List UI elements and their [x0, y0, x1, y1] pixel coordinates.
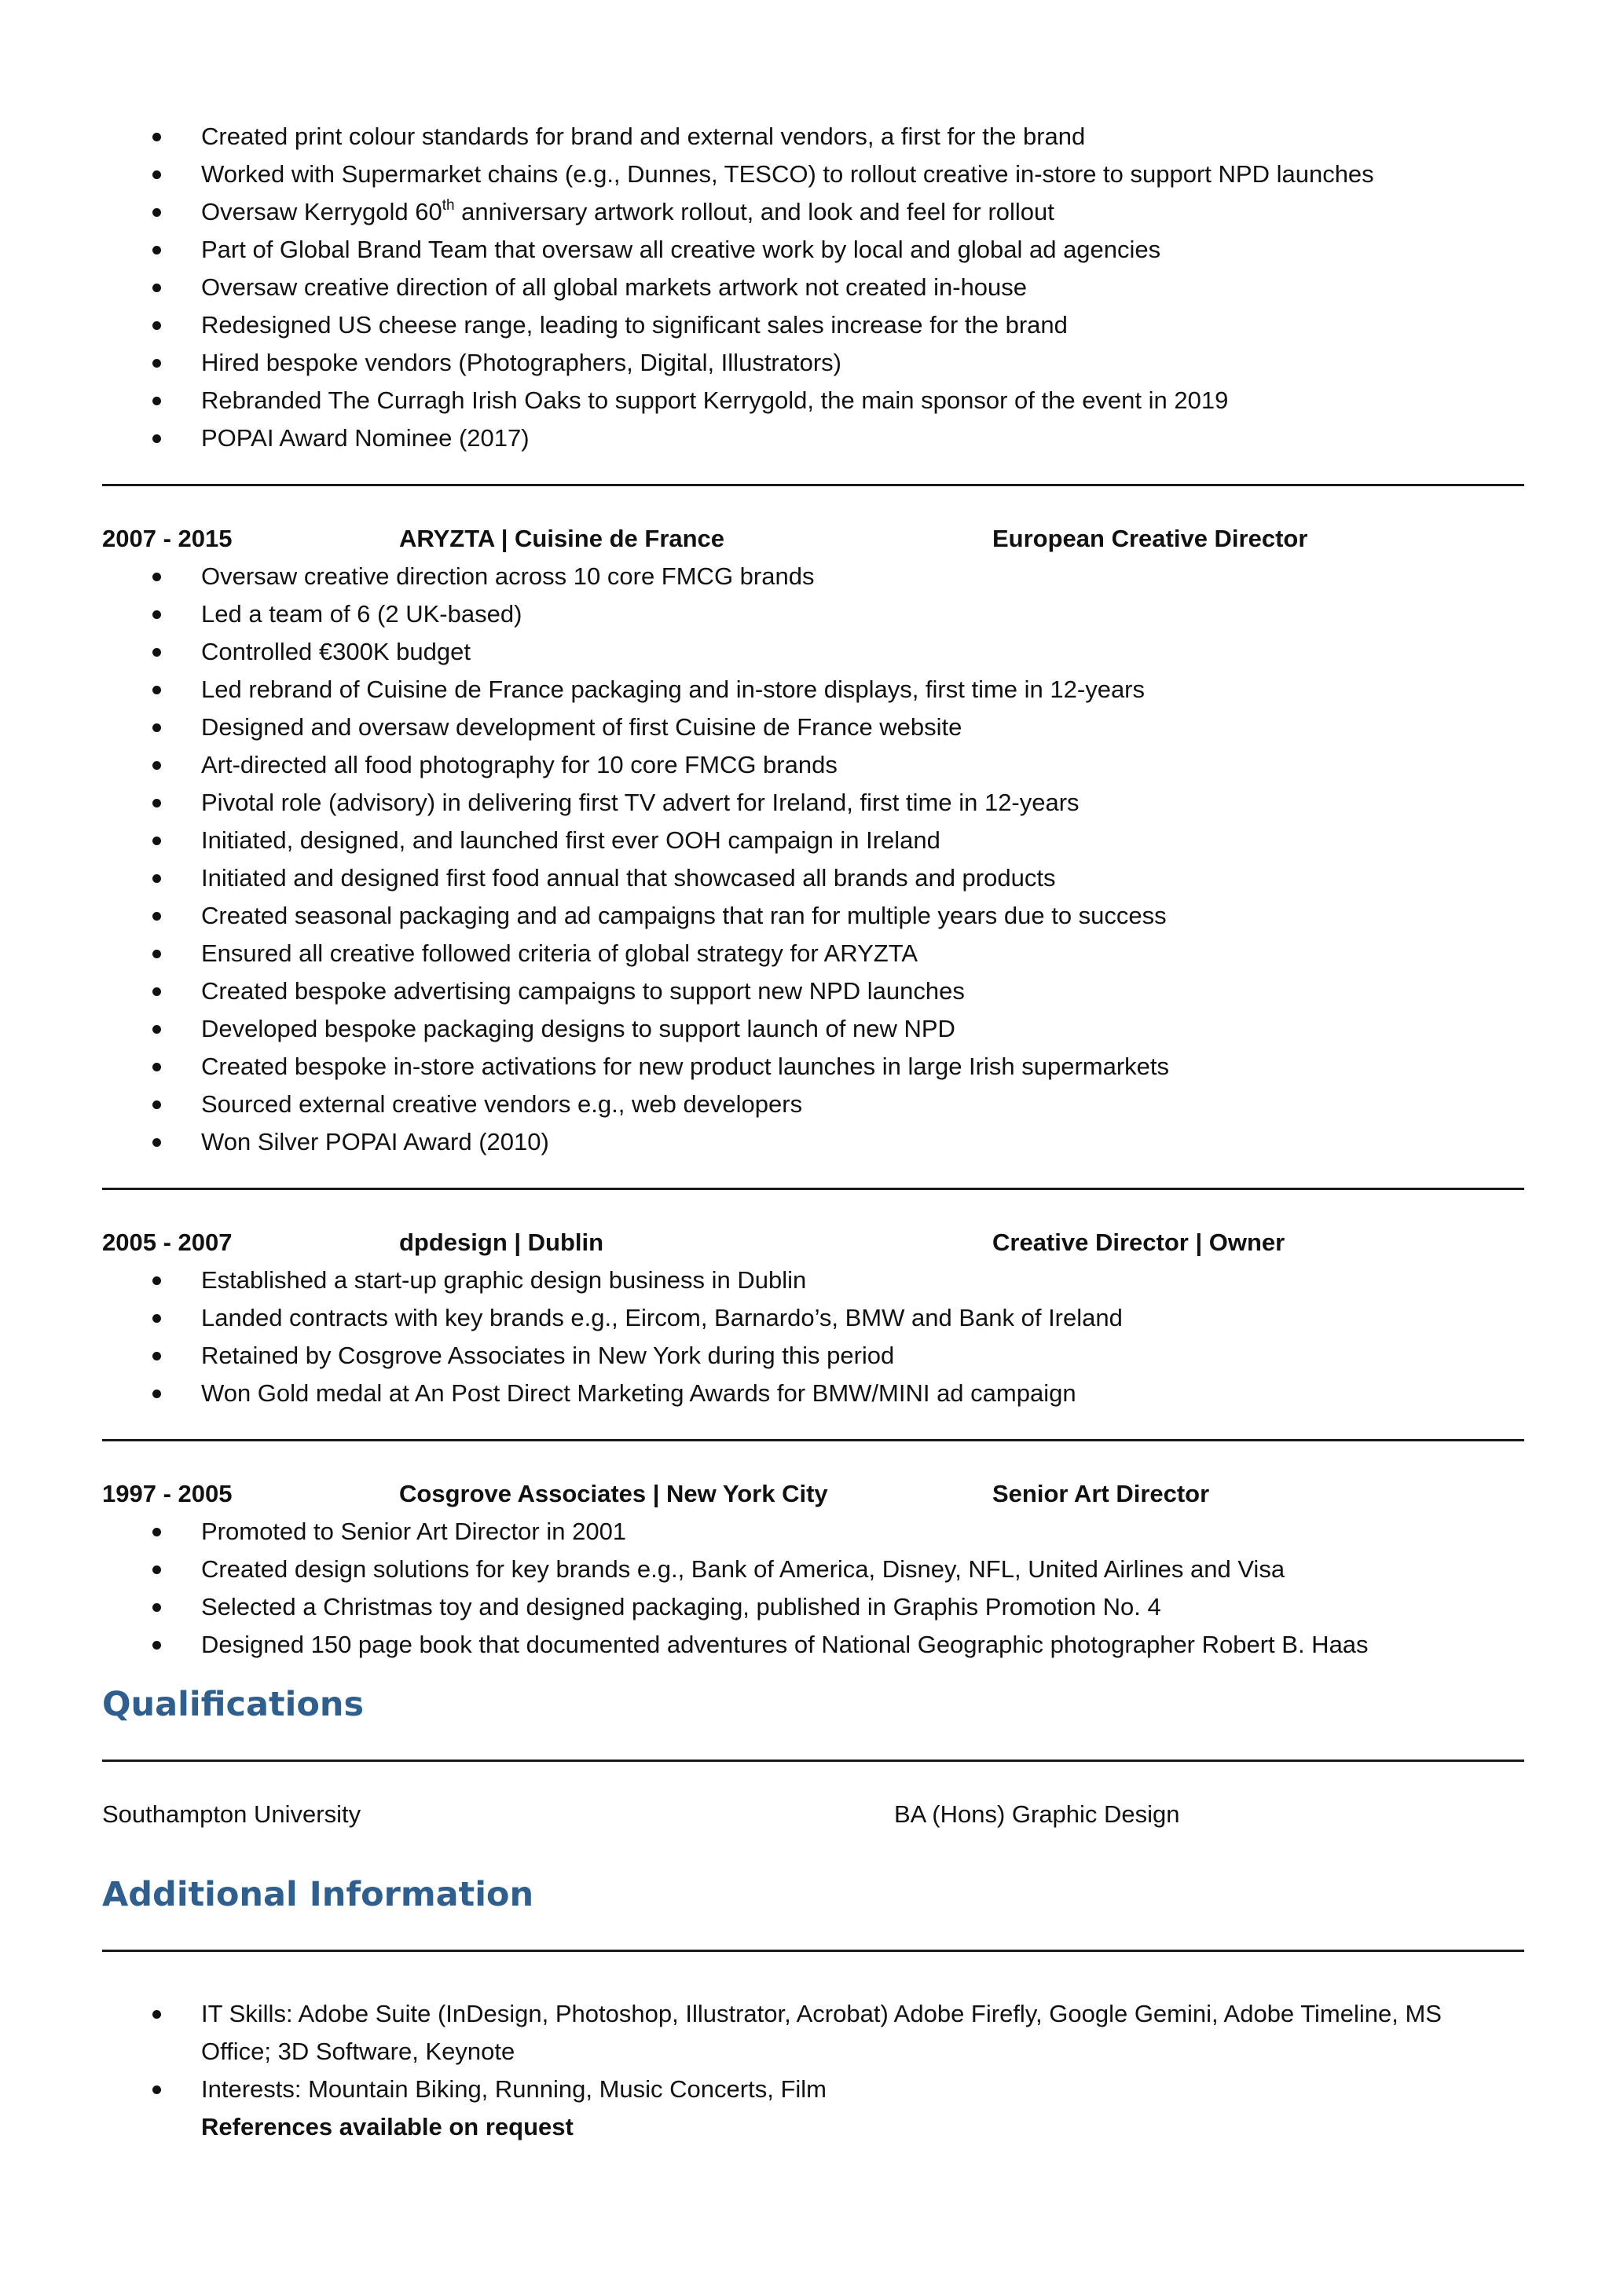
job-company: ARYZTA | Cuisine de France [399, 525, 725, 552]
list-item: Art-directed all food photography for 10 core FMCG brands [102, 746, 1524, 784]
qualification-school: Southampton University [102, 1800, 361, 1828]
list-item-text: Oversaw Kerrygold 60 [201, 198, 442, 225]
list-item: IT Skills: Adobe Suite (InDesign, Photoshop, Illustrator, Acrobat) Adobe Firefly, Google Gemini, Adobe Timeline, MS Office; 3D Software, Keynote [102, 1995, 1524, 2071]
list-item: Established a start-up graphic design business in Dublin [102, 1262, 1524, 1299]
list-item: Initiated, designed, and launched first ever OOH campaign in Ireland [102, 822, 1524, 859]
section-title-qualifications: Qualifications [102, 1685, 365, 1724]
list-item: POPAI Award Nominee (2017) [102, 419, 1524, 457]
divider [102, 1439, 1524, 1441]
list-item: Created design solutions for key brands e.g., Bank of America, Disney, NFL, United Airlines and Visa [102, 1551, 1524, 1588]
list-item: Redesigned US cheese range, leading to significant sales increase for the brand [102, 306, 1524, 344]
divider [102, 1760, 1524, 1762]
list-item: Rebranded The Curragh Irish Oaks to support Kerrygold, the main sponsor of the event in 2019 [102, 382, 1524, 419]
job-years: 2007 - 2015 [102, 525, 233, 552]
qualification-row [102, 1796, 1524, 1833]
list-item: Developed bespoke packaging designs to support launch of new NPD [102, 1010, 1524, 1048]
top-bullet-list [102, 118, 1524, 457]
list-item: Selected a Christmas toy and designed packaging, published in Graphis Promotion No. 4 [102, 1588, 1524, 1626]
divider [102, 484, 1524, 486]
list-item: Sourced external creative vendors e.g., web developers [102, 1086, 1524, 1123]
job-header-dpdesign [102, 1224, 1524, 1262]
job-bullet-list [102, 1262, 1524, 1412]
divider [102, 1950, 1524, 1952]
list-item: Won Silver POPAI Award (2010) [102, 1123, 1524, 1161]
list-item: Landed contracts with key brands e.g., Eircom, Barnardo’s, BMW and Bank of Ireland [102, 1299, 1524, 1337]
job-years: 1997 - 2005 [102, 1480, 233, 1507]
job-bullet-list [102, 558, 1524, 1161]
list-item: Designed and oversaw development of first Cuisine de France website [102, 709, 1524, 746]
list-item: Oversaw creative direction of all global markets artwork not created in-house [102, 269, 1524, 306]
additional-bullet-list [102, 1995, 1524, 2108]
list-item: Hired bespoke vendors (Photographers, Digital, Illustrators) [102, 344, 1524, 382]
list-item: Promoted to Senior Art Director in 2001 [102, 1513, 1524, 1551]
list-item: Won Gold medal at An Post Direct Marketing Awards for BMW/MINI ad campaign [102, 1375, 1524, 1412]
job-years: 2005 - 2007 [102, 1229, 233, 1256]
job-role: Creative Director | Owner [992, 1229, 1285, 1256]
list-item-text: anniversary artwork rollout, and look and feel for rollout [454, 198, 1054, 225]
resume-page [102, 118, 1524, 2146]
job-role: European Creative Director [992, 525, 1308, 552]
divider [102, 1188, 1524, 1190]
list-item: Pivotal role (advisory) in delivering first TV advert for Ireland, first time in 12-years [102, 784, 1524, 822]
job-company: dpdesign | Dublin [399, 1229, 604, 1256]
job-company: Cosgrove Associates | New York City [399, 1480, 828, 1507]
list-item: Created seasonal packaging and ad campaigns that ran for multiple years due to success [102, 897, 1524, 935]
list-item: Ensured all creative followed criteria of global strategy for ARYZTA [102, 935, 1524, 972]
superscript: th [442, 196, 455, 214]
list-item: Controlled €300K budget [102, 633, 1524, 671]
list-item: Initiated and designed first food annual that showcased all brands and products [102, 859, 1524, 897]
list-item: Created print colour standards for brand and external vendors, a first for the brand [102, 118, 1524, 156]
list-item: Created bespoke advertising campaigns to support new NPD launches [102, 972, 1524, 1010]
list-item [102, 193, 1524, 231]
list-item: Worked with Supermarket chains (e.g., Dunnes, TESCO) to rollout creative in-store to support NPD launches [102, 156, 1524, 193]
list-item: Led a team of 6 (2 UK-based) [102, 595, 1524, 633]
list-item: Designed 150 page book that documented adventures of National Geographic photographer Robert B. Haas [102, 1626, 1524, 1664]
list-item: Led rebrand of Cuisine de France packaging and in-store displays, first time in 12-years [102, 671, 1524, 709]
section-title-additional-information: Additional Information [102, 1875, 534, 1914]
references-note: References available on request [201, 2113, 574, 2140]
job-header-aryzta [102, 520, 1524, 558]
qualification-degree: BA (Hons) Graphic Design [894, 1800, 1180, 1828]
list-item: Interests: Mountain Biking, Running, Music Concerts, Film [102, 2071, 1524, 2108]
list-item: Part of Global Brand Team that oversaw all creative work by local and global ad agencies [102, 231, 1524, 269]
list-item: Oversaw creative direction across 10 core FMCG brands [102, 558, 1524, 595]
job-header-cosgrove [102, 1475, 1524, 1513]
job-bullet-list [102, 1513, 1524, 1664]
list-item: Retained by Cosgrove Associates in New York during this period [102, 1337, 1524, 1375]
list-item: Created bespoke in-store activations for new product launches in large Irish supermarkets [102, 1048, 1524, 1086]
job-role: Senior Art Director [992, 1480, 1210, 1507]
